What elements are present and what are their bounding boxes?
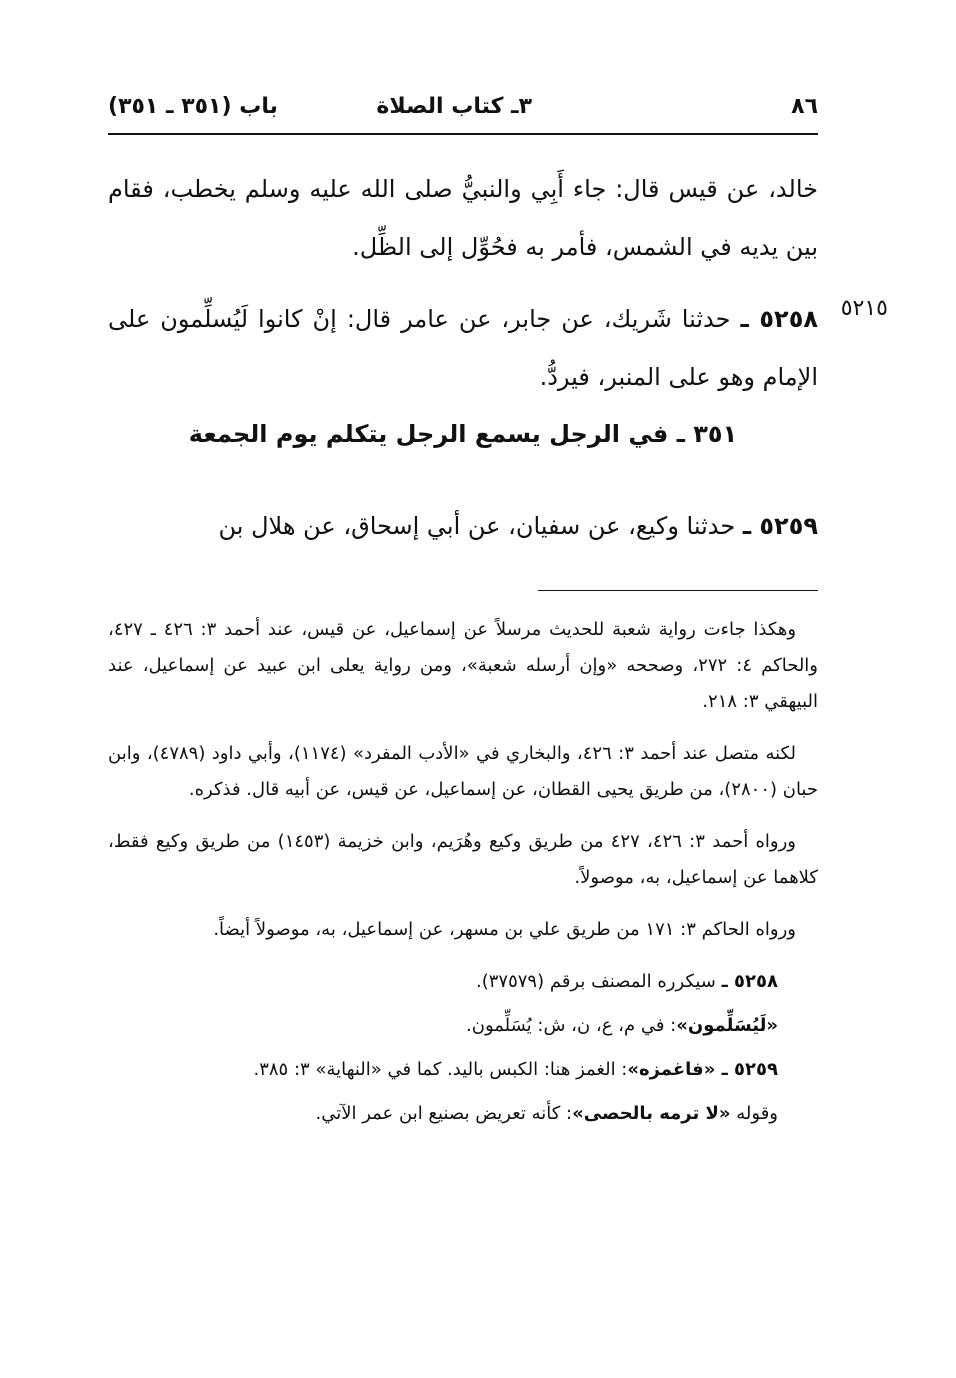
footnote: ٥٢٥٩ ـ «فاغمزه»: الغمز هنا: الكبس باليد. كما في «النهاية» ٣: ٣٨٥. (253, 1059, 778, 1080)
footnote: لكنه متصل عند أحمد ٣: ٤٢٦، والبخاري في «الأدب المفرد» (١١٧٤)، وأبي داود (٤٧٨٩)، وابن حبان (٢٨٠٠)، من طريق يحيى القطان، عن إسماعيل، عن قيس، عن أبيه قال. فذكره. (108, 743, 818, 800)
margin-number: ٥٢١٥ (840, 296, 888, 321)
hadith-5258 (108, 290, 818, 406)
chapter-heading: ٣٥١ ـ في الرجل يسمع الرجل يتكلم يوم الجمعة (188, 420, 738, 448)
hadith-number: ٥٢٥٩ ـ (742, 512, 818, 540)
hadith-text: حدثنا وكيع، عن سفيان، عن أبي إسحاق، عن هلال بن (218, 512, 736, 540)
footnote: ورواه أحمد ٣: ٤٢٦، ٤٢٧ من طريق وكيع وهُرَيم، وابن خزيمة (١٤٥٣) من طريق وكيع فقط، كلاهما عن إسماعيل، به، موصولاً. (108, 831, 818, 888)
footnote-number: ٥٢٥٩ ـ «فاغمزه» (627, 1059, 778, 1080)
footnote-quote: «لَيُسَلِّمون» (676, 1015, 778, 1036)
paragraph-text: خالد، عن قيس قال: جاء أَبِي والنبيُّ صلى الله عليه وسلم يخطب، فقام بين يديه في الشمس، فأمر به فحُوِّل إلى الظِّل. (108, 175, 818, 261)
footnote: وهكذا جاءت رواية شعبة للحديث مرسلاً عن إسماعيل، عن قيس، عند أحمد ٣: ٤٢٦ ـ ٤٢٧، والحاكم ٤: ٢٧٢، وصححه «وإن أرسله شعبة»، ومن رواية يعلى ابن عبيد عن إسماعيل، عند البيهقي ٣: ٢١٨. (108, 619, 818, 712)
footnote-number: ٥٢٥٨ ـ (721, 971, 778, 992)
footnote-quote: «لا ترمه بالحصى» (572, 1103, 731, 1124)
footnote: ورواه الحاكم ٣: ١٧١ من طريق علي بن مسهر، عن إسماعيل، به، موصولاً أيضاً. (213, 919, 796, 940)
book-title: ٣ـ كتاب الصلاة (376, 94, 532, 119)
footnote: ٥٢٥٨ ـ سيكرره المصنف برقم (٣٧٥٧٩). (476, 971, 778, 992)
chapter-range: باب (٣٥١ ـ ٣٥١) (108, 94, 278, 119)
hadith-text: حدثنا شَريك، عن جابر، عن عامر قال: إنْ كانوا لَيُسلِّمون على الإمام وهو على المنبر، فيردُّ. (108, 305, 818, 391)
page-number: ٨٦ (791, 94, 818, 119)
hadith-5259 (108, 497, 818, 555)
running-header (108, 78, 818, 128)
header-rule (108, 133, 818, 135)
footnote-rule (538, 590, 818, 591)
footnote: وقوله «لا ترمه بالحصى»: كأنه تعريض بصنيع ابن عمر الآتي. (315, 1103, 778, 1124)
hadith-number: ٥٢٥٨ ـ (740, 305, 818, 333)
footnote: «لَيُسَلِّمون»: في م، ع، ن، ش: يُسَلِّمون. (466, 1015, 778, 1036)
footnotes (108, 612, 818, 1140)
paragraph-continuation (108, 160, 818, 276)
